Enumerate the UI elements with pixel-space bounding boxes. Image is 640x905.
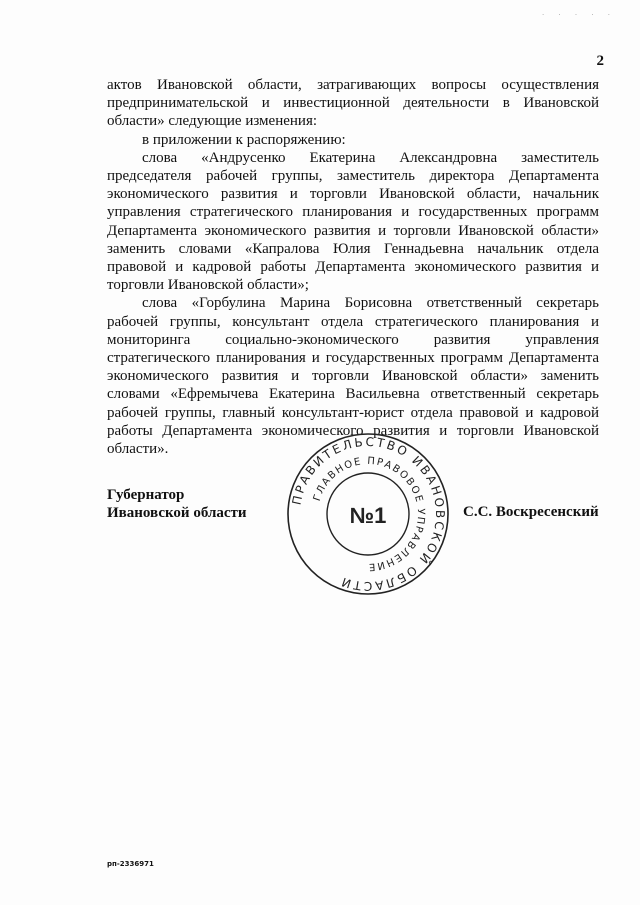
signer-title bbox=[107, 486, 247, 522]
paragraph-appendix-intro: в приложении к распоряжению: bbox=[142, 131, 346, 148]
paragraph-amendment-2: слова «Горбулина Марина Борисовна ответственный секретарь рабочей группы, консультант отдела стратегического планирования и мониторинга социально-экономического развития управления стратегического планирования и государственных программ Департамента экономического развития и торговли Ивановской области» заменить словами «Ефремычева Екатерина Васильевна ответственный секретарь рабочей группы, главный консультант-юрист отдела правовой и кадровой работы Департамента экономического развития и торговли Ивановской области». bbox=[107, 295, 599, 458]
document-code: рп-2336971 bbox=[107, 860, 154, 868]
document-body bbox=[107, 76, 599, 458]
official-seal bbox=[285, 431, 451, 597]
seal-outer-text: ПРАВИТЕЛЬСТВО ИВАНОВСКОЙ ОБЛАСТИ bbox=[289, 434, 448, 594]
scan-specks: . . . . . bbox=[541, 9, 616, 17]
signer-title-line-2: Ивановской области bbox=[107, 505, 247, 521]
paragraph-amendment-1: слова «Андрусенко Екатерина Александровна заместитель председателя рабочей группы, заместитель директора Департамента экономического развития и торговли Ивановской области, начальник управления стратегического планирования и государственных программ Департамента экономического развития и торговли Ивановской области» заменить словами «Капралова Юлия Геннадьевна начальник отдела правовой и кадровой работы Департамента экономического развития и торговли Ивановской области»; bbox=[107, 149, 599, 294]
seal-inner-text: ГЛАВНОЕ ПРАВОВОЕ УПРАВЛЕНИЕ bbox=[311, 455, 427, 573]
seal-center-text: №1 bbox=[349, 503, 387, 528]
signer-title-line-1: Губернатор bbox=[107, 487, 185, 503]
paragraph-continuation: актов Ивановской области, затрагивающих вопросы осуществления предпринимательской и инвестиционной деятельности в Ивановской области» следующие изменения: bbox=[107, 77, 599, 130]
page-number: 2 bbox=[596, 53, 604, 69]
signer-name: С.С. Воскресенский bbox=[463, 504, 599, 520]
